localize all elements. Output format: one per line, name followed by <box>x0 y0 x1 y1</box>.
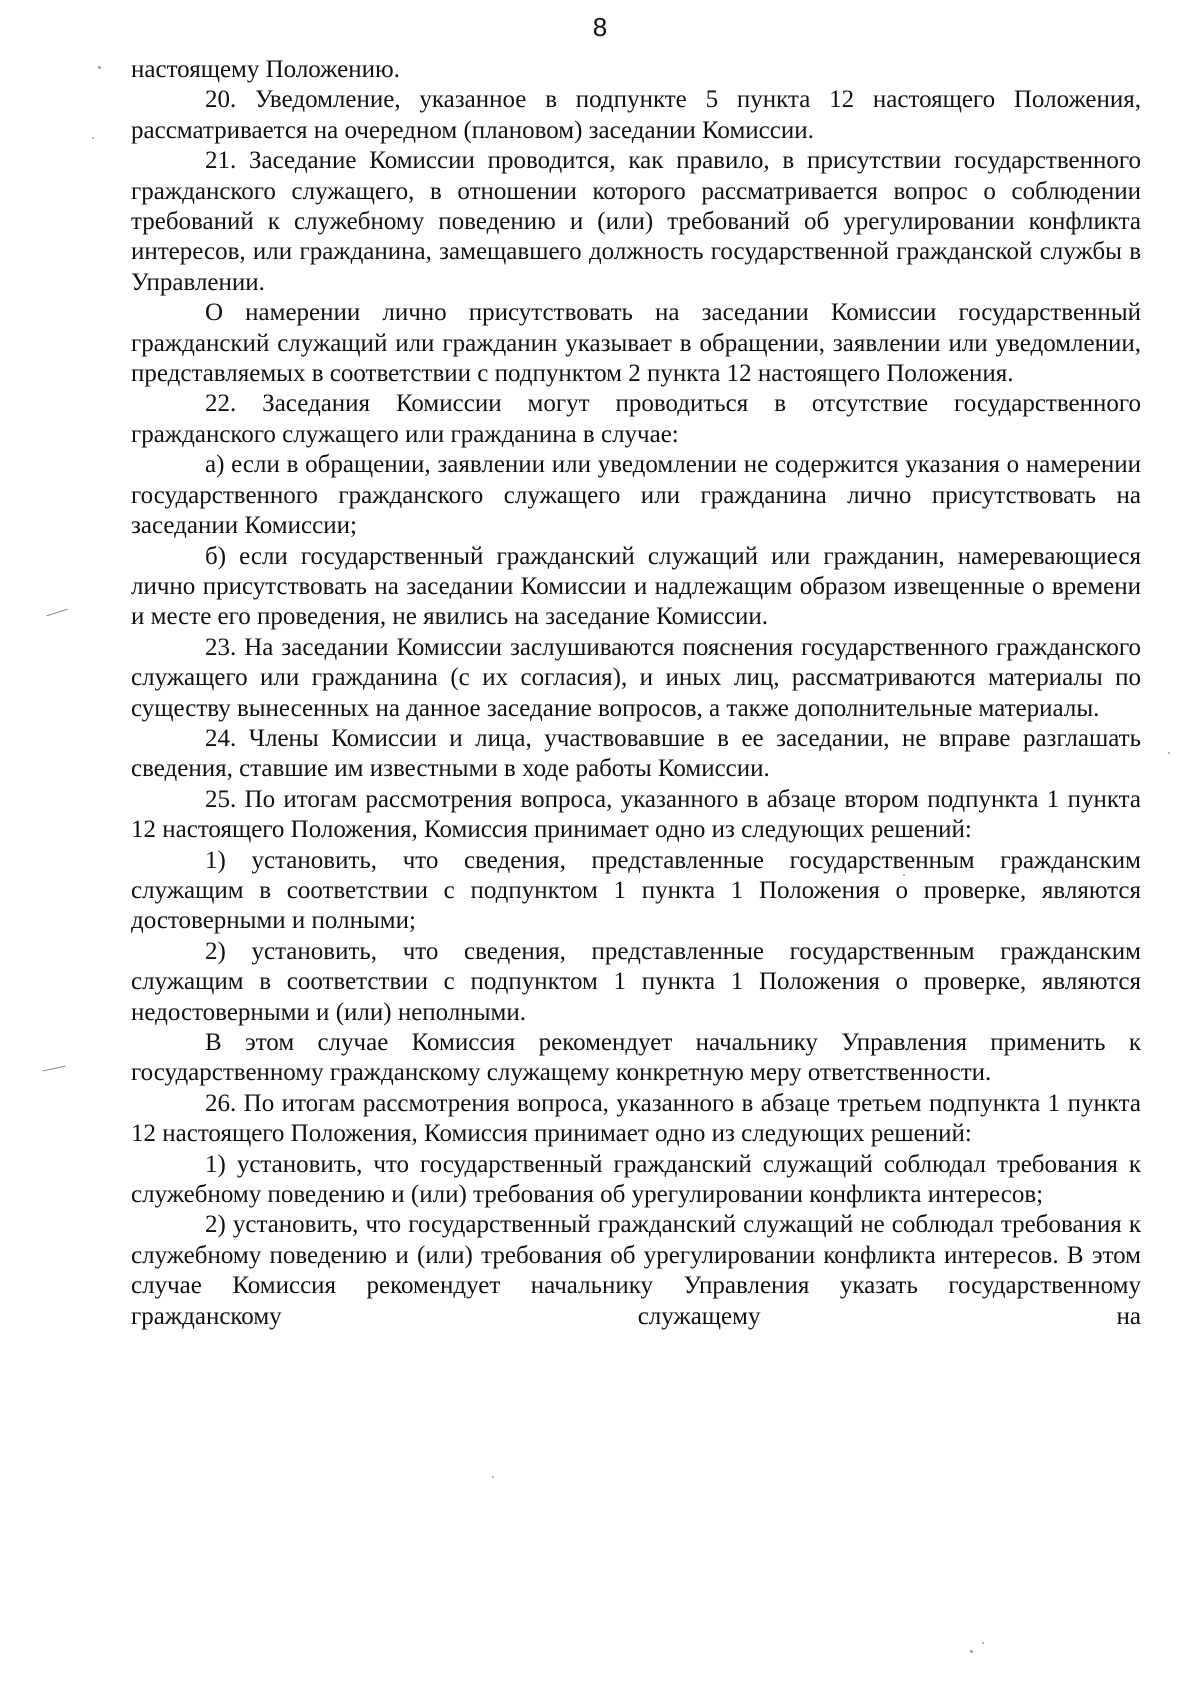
paragraph-26: 26. По итогам рассмотрения вопроса, указанного в абзаце третьем подпункта 1 пункта 12 настоящего Положения, Комиссия принимает одно из следующих решений: <box>131 1089 1141 1148</box>
paragraph-26-item-1: 1) установить, что государственный гражданский служащий соблюдал требования к служебному поведению и (или) требования об урегулировании конфликта интересов; <box>131 1150 1141 1209</box>
page-number: 8 <box>592 12 608 42</box>
paragraph-25: 25. По итогам рассмотрения вопроса, указанного в абзаце втором подпункта 1 пункта 12 настоящего Положения, Комиссия принимает одно из следующих решений: <box>131 785 1141 844</box>
scan-speck <box>982 1642 984 1644</box>
paragraph-22-a: а) если в обращении, заявлении или уведомлении не содержится указания о намерении государственного гражданского служащего или гражданина лично присутствовать на заседании Комиссии; <box>131 451 1141 540</box>
paragraph-24: 24. Члены Комиссии и лица, участвовавшие в ее заседании, не вправе разглашать сведения, ставшие им известными в ходе работы Комиссии. <box>131 724 1141 783</box>
paragraph-22-b: б) если государственный гражданский служащий или гражданин, намеревающиеся лично присутствовать на заседании Комиссии и надлежащим образом извещенные о времени и месте его проведения, не явились на заседание Комиссии. <box>131 542 1141 631</box>
document-body <box>131 55 1141 1332</box>
scan-speck <box>970 1650 973 1653</box>
scan-speck <box>98 66 101 69</box>
scan-speck <box>1168 752 1170 754</box>
paragraph-25-item-1: 1) установить, что сведения, представленные государственным гражданским служащим в соответствии с подпунктом 1 пункта 1 Положения о проверке, являются достоверными и полными; <box>131 846 1141 935</box>
paragraph-25-item-2: 2) установить, что сведения, представленные государственным гражданским служащим в соответствии с подпунктом 1 пункта 1 Положения о проверке, являются недостоверными и (или) неполными. <box>131 937 1141 1026</box>
paragraph-25-recommendation: В этом случае Комиссия рекомендует начальнику Управления применить к государственному гражданскому служащему конкретную меру ответственности. <box>131 1029 1141 1087</box>
scan-mark <box>42 1066 66 1072</box>
paragraph-continuation: настоящему Положению. <box>131 56 400 83</box>
scan-speck <box>92 137 94 139</box>
paragraph-26-item-2: 2) установить, что государственный гражданский служащий не соблюдал требования к служебному поведению и (или) требования об урегулировании конфликта интересов. В этом случае Комиссия рекомендует начальнику Управления указать государственному гражданскому служащему на <box>131 1211 1141 1330</box>
scan-mark <box>46 609 67 617</box>
scan-speck <box>903 874 905 876</box>
paragraph-21-intent: О намерении лично присутствовать на заседании Комиссии государственный гражданский служащий или гражданин указывает в обращении, заявлении или уведомлении, представляемых в соответствии с подпунктом 2 пункта 12 настоящего Положения. <box>131 299 1141 388</box>
paragraph-20: 20. Уведомление, указанное в подпункте 5 пункта 12 настоящего Положения, рассматривается на очередном (плановом) заседании Комиссии. <box>131 86 1141 144</box>
paragraph-23: 23. На заседании Комиссии заслушиваются пояснения государственного гражданского служащего или гражданина (с их согласия), и иных лиц, рассматриваются материалы по существу вынесенных на данное заседание вопросов, а также дополнительные материалы. <box>131 633 1141 722</box>
scan-speck <box>492 1476 494 1478</box>
paragraph-22: 22. Заседания Комиссии могут проводиться в отсутствие государственного гражданского служащего или гражданина в случае: <box>131 390 1141 448</box>
paragraph-21: 21. Заседание Комиссии проводится, как правило, в присутствии государственного гражданского служащего, в отношении которого рассматривается вопрос о соблюдении требований к служебному поведению и (или) требований об урегулировании конфликта интересов, или гражданина, замещавшего должность государственной гражданской службы в Управлении. <box>131 147 1141 296</box>
